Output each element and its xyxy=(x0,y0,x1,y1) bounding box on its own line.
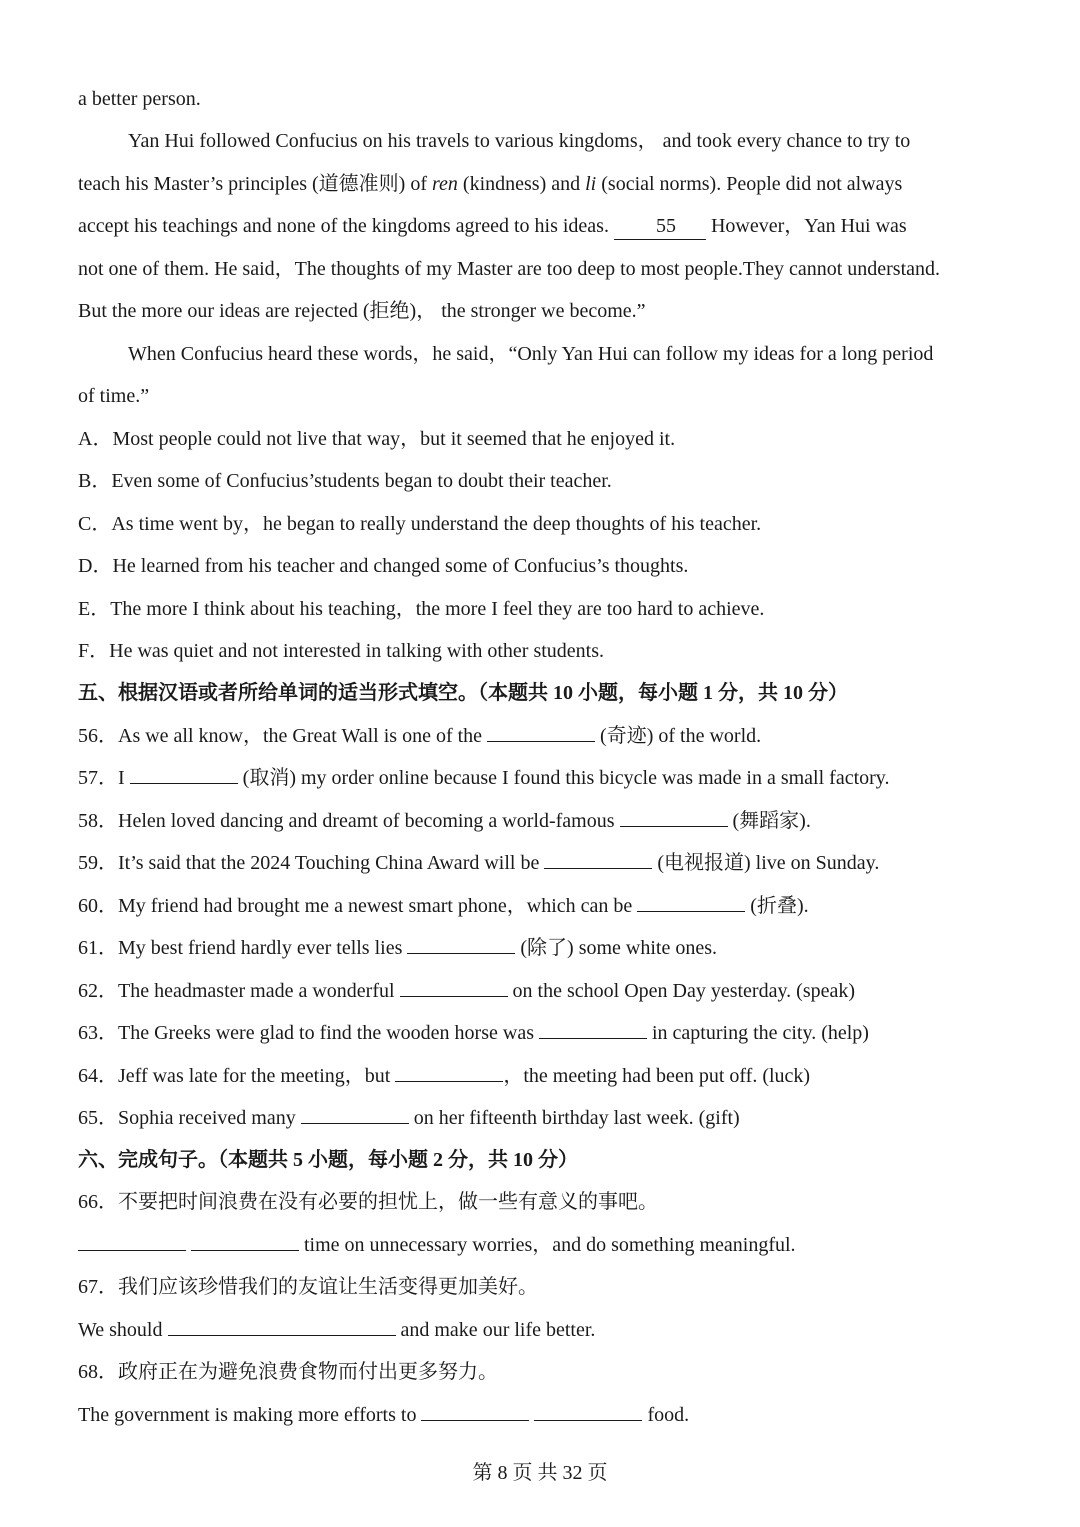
answer-blank[interactable] xyxy=(544,850,652,869)
answer-blank[interactable] xyxy=(130,765,238,784)
passage-line: of time.” xyxy=(78,385,150,407)
section-heading: 五、根据汉语或者所给单词的适当形式填空。（本题共 10 小题，每小题 1 分，共 10 分） xyxy=(78,682,848,704)
passage-line: a better person. xyxy=(78,88,201,110)
question-item: 64．Jeff was late for the meeting，but ，the meeting had been put off. (luck) xyxy=(78,1065,811,1087)
option-d: D．He learned from his teacher and changed some of Confucius’s thoughts. xyxy=(78,555,689,577)
option-b: B．Even some of Confucius’students began to doubt their teacher. xyxy=(78,470,612,492)
answer-blank[interactable] xyxy=(534,1402,642,1421)
question-item: 58．Helen loved dancing and dreamt of becoming a world-famous (舞蹈家). xyxy=(78,810,811,832)
question-prompt: 66．不要把时间浪费在没有必要的担忧上，做一些有意义的事吧。 xyxy=(78,1191,658,1213)
answer-blank[interactable] xyxy=(191,1232,299,1251)
passage-line: not one of them. He said，The thoughts of my Master are too deep to most people.They cannot understand. xyxy=(78,258,941,280)
answer-blank[interactable] xyxy=(637,893,745,912)
option-e: E．The more I think about his teaching，the more I feel they are too hard to achieve. xyxy=(78,598,765,620)
page-footer: 第 8 页 共 32 页 xyxy=(472,1462,608,1484)
question-item: 57．I (取消) my order online because I found this bicycle was made in a small factory. xyxy=(78,767,890,789)
answer-blank[interactable] xyxy=(395,1063,503,1082)
question-item: 61．My best friend hardly ever tells lies (除了) some white ones. xyxy=(78,937,718,959)
option-a: A．Most people could not live that way，but it seemed that he enjoyed it. xyxy=(78,428,676,450)
passage-line: When Confucius heard these words，he said，“Only Yan Hui can follow my ideas for a long period xyxy=(128,343,934,365)
question-item: 65．Sophia received many on her fifteenth birthday last week. (gift) xyxy=(78,1107,740,1129)
question-answer-line: We should and make our life better. xyxy=(78,1319,596,1341)
answer-blank[interactable] xyxy=(78,1232,186,1251)
option-f: F．He was quiet and not interested in talking with other students. xyxy=(78,640,605,662)
question-item: 62．The headmaster made a wonderful on the school Open Day yesterday. (speak) xyxy=(78,980,856,1002)
question-item: 63．The Greeks were glad to find the wooden horse was in capturing the city. (help) xyxy=(78,1022,869,1044)
answer-blank[interactable] xyxy=(539,1020,647,1039)
question-item: 60．My friend had brought me a newest smart phone，which can be (折叠). xyxy=(78,895,809,917)
answer-blank-55[interactable]: 55 xyxy=(614,213,706,240)
question-answer-line: The government is making more efforts to food. xyxy=(78,1404,690,1426)
question-item: 56．As we all know，the Great Wall is one of the (奇迹) of the world. xyxy=(78,725,762,747)
question-prompt: 67．我们应该珍惜我们的友谊让生活变得更加美好。 xyxy=(78,1276,538,1298)
answer-blank[interactable] xyxy=(301,1105,409,1124)
option-c: C．As time went by，he began to really understand the deep thoughts of his teacher. xyxy=(78,513,762,535)
answer-blank[interactable] xyxy=(407,935,515,954)
passage-line: accept his teachings and none of the kingdoms agreed to his ideas. 55 However，Yan Hui was xyxy=(78,213,1008,240)
passage-line: Yan Hui followed Confucius on his travels to various kingdoms， and took every chance to try to xyxy=(128,130,911,152)
question-answer-line: time on unnecessary worries，and do something meaningful. xyxy=(78,1232,1008,1258)
question-prompt: 68．政府正在为避免浪费食物而付出更多努力。 xyxy=(78,1361,498,1383)
answer-blank[interactable] xyxy=(168,1317,396,1336)
answer-blank[interactable] xyxy=(487,723,595,742)
answer-blank[interactable] xyxy=(421,1402,529,1421)
answer-blank[interactable] xyxy=(400,978,508,997)
section-heading: 六、完成句子。（本题共 5 小题，每小题 2 分，共 10 分） xyxy=(78,1149,578,1171)
passage-line: teach his Master’s principles (道德准则) of ren (kindness) and li (social norms). People did not always xyxy=(78,173,903,195)
passage-line: But the more our ideas are rejected (拒绝)， the stronger we become.” xyxy=(78,300,646,322)
question-item: 59．It’s said that the 2024 Touching China Award will be (电视报道) live on Sunday. xyxy=(78,852,880,874)
answer-blank[interactable] xyxy=(620,808,728,827)
